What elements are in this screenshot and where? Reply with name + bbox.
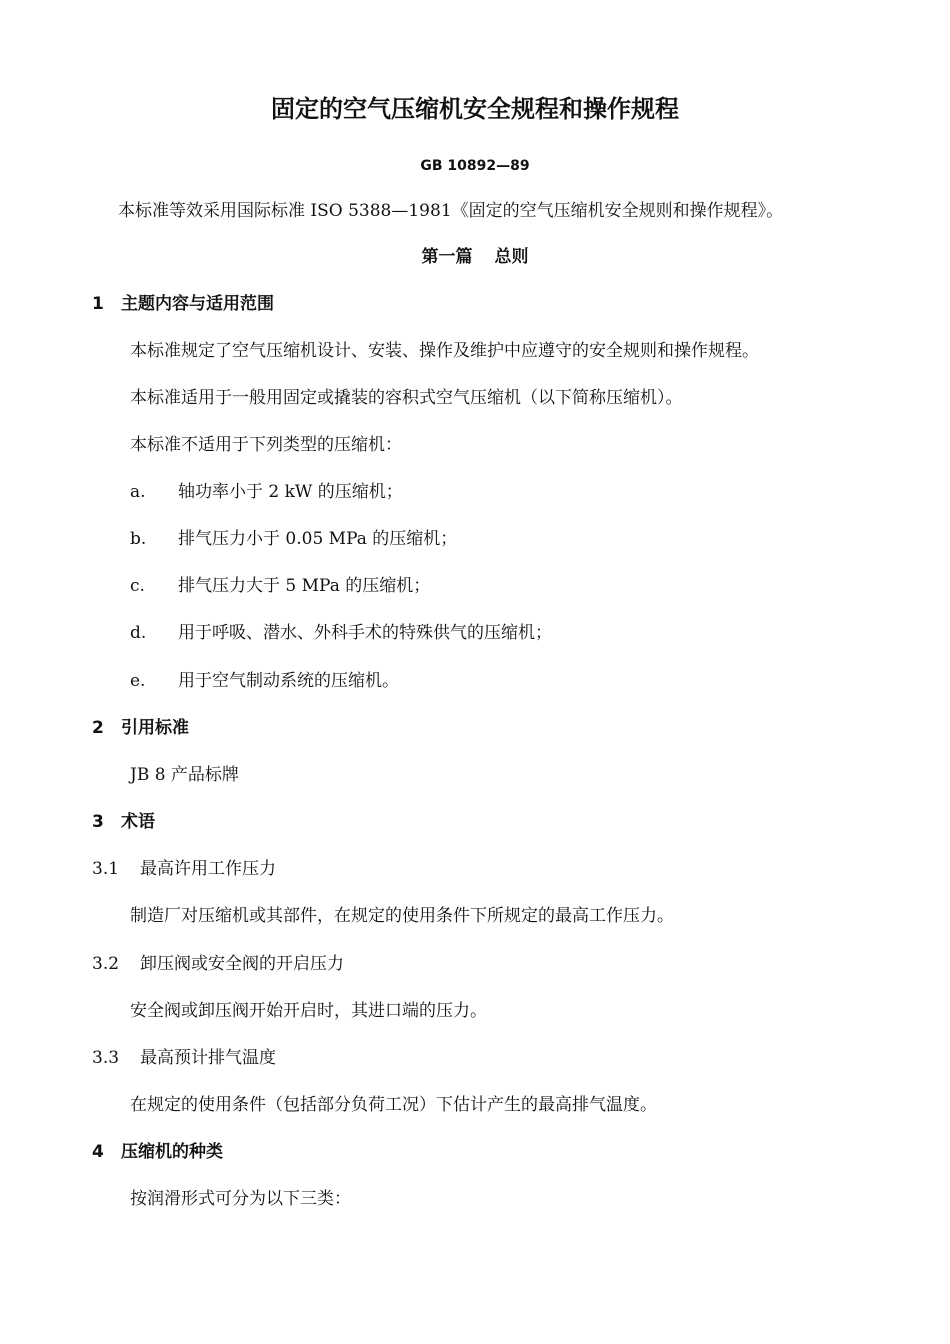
section-title: 主题内容与适用范围 (121, 294, 274, 314)
subsection-title: 卸压阀或安全阀的开启压力 (140, 954, 344, 974)
list-item-text: 用于呼吸、潜水、外科手术的特殊供气的压缩机； (178, 623, 552, 643)
section-number: 2 (92, 718, 104, 738)
list-item-label: e. (130, 671, 146, 691)
section-number: 3 (92, 812, 104, 832)
section-4-heading (92, 1140, 223, 1164)
list-item-label: c. (130, 576, 145, 596)
subsection-number: 3.2 (92, 954, 120, 974)
list-item (130, 621, 552, 645)
section-2-heading (92, 716, 189, 740)
section-3-heading (92, 810, 155, 834)
paragraph: 本标准规定了空气压缩机设计、安装、操作及维护中应遵守的安全规则和操作规程。 (130, 341, 759, 361)
subsection-number: 3.3 (92, 1048, 120, 1068)
list-item (130, 574, 430, 598)
section-1-heading (92, 292, 274, 316)
list-item-text: 用于空气制动系统的压缩机。 (178, 671, 399, 691)
section-title: 压缩机的种类 (121, 1142, 223, 1162)
subsection-3-3-heading (92, 1046, 276, 1070)
list-item (130, 480, 403, 504)
list-item-label: b. (130, 529, 147, 549)
section-title: 引用标准 (121, 718, 189, 738)
part-name: 总则 (494, 247, 529, 267)
subsection-title: 最高预计排气温度 (140, 1048, 276, 1068)
intro-paragraph: 本标准等效采用国际标准 ISO 5388—1981《固定的空气压缩机安全规则和操作规程》。 (118, 201, 784, 221)
list-item (130, 669, 399, 693)
standard-number: GB 10892—89 (420, 158, 530, 174)
list-item-label: a. (130, 482, 146, 502)
section-title: 术语 (121, 812, 155, 832)
reference-standard: JB 8 产品标牌 (130, 765, 239, 785)
list-item (130, 527, 457, 551)
section-number: 4 (92, 1142, 104, 1162)
section-number: 1 (92, 294, 104, 314)
term-definition: 在规定的使用条件（包括部分负荷工况）下估计产生的最高排气温度。 (130, 1095, 657, 1115)
paragraph: 本标准适用于一般用固定或撬装的容积式空气压缩机（以下简称压缩机）。 (130, 388, 683, 408)
paragraph: 按润滑形式可分为以下三类： (130, 1189, 351, 1209)
subsection-3-2-heading (92, 952, 344, 976)
part-heading (0, 245, 950, 269)
subsection-3-1-heading (92, 857, 276, 881)
paragraph: 本标准不适用于下列类型的压缩机： (130, 435, 402, 455)
list-item-text: 排气压力小于 0.05 MPa 的压缩机； (178, 529, 458, 549)
list-item-text: 排气压力大于 5 MPa 的压缩机； (178, 576, 431, 596)
term-definition: 安全阀或卸压阀开始开启时，其进口端的压力。 (130, 1001, 487, 1021)
list-item-label: d. (130, 623, 147, 643)
list-item-text: 轴功率小于 2 kW 的压缩机； (178, 482, 403, 502)
document-title: 固定的空气压缩机安全规程和操作规程 (271, 95, 679, 123)
subsection-number: 3.1 (92, 859, 120, 879)
subsection-title: 最高许用工作压力 (140, 859, 276, 879)
term-definition: 制造厂对压缩机或其部件，在规定的使用条件下所规定的最高工作压力。 (130, 906, 674, 926)
part-label: 第一篇 (421, 247, 473, 267)
